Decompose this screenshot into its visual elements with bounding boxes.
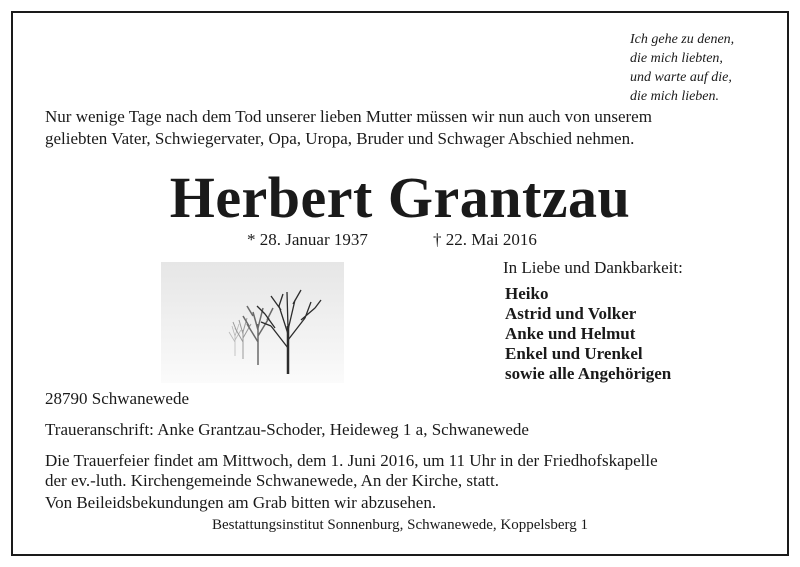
location: 28790 Schwanewede (45, 389, 189, 408)
funeral-home: Bestattungsinstitut Sonnenburg, Schwanewede, Koppelsberg 1 (211, 517, 589, 533)
poem-line: die mich lieben. (630, 89, 720, 104)
intro-line: geliebten Vater, Schwiegervater, Opa, Uropa, Bruder und Schwager Abschied nehmen. (45, 129, 635, 148)
winter-trees-photo (161, 262, 344, 383)
poem-line: Ich gehe zu denen, (630, 32, 735, 47)
intro-text (45, 106, 765, 150)
poem-line: die mich liebten, (630, 51, 723, 66)
mourner-name: Enkel und Urenkel (505, 344, 643, 363)
ceremony-line: der ev.-luth. Kirchengemeinde Schwanewede, An der Kirche, statt. (45, 471, 499, 490)
poem-line: und warte auf die, (630, 70, 732, 85)
death-date: † 22. Mai 2016 (433, 230, 537, 249)
birth-date: * 28. Januar 1937 (247, 230, 368, 249)
mourner-name: sowie alle Angehörigen (505, 364, 672, 383)
condolence-note: Von Beileidsbekundungen am Grab bitten wir abzusehen. (45, 493, 437, 512)
intro-line: Nur wenige Tage nach dem Tod unserer lieben Mutter müssen wir nun auch von unserem (45, 107, 652, 126)
mourners-list (505, 284, 671, 384)
mourner-name: Heiko (505, 284, 549, 303)
mourner-name: Astrid und Volker (505, 304, 637, 323)
deceased-name: Herbert Grantzau (169, 165, 631, 230)
mourning-address: Traueranschrift: Anke Grantzau-Schoder, Heideweg 1 a, Schwanewede (45, 420, 529, 439)
ceremony-line: Die Trauerfeier findet am Mittwoch, dem 1. Juni 2016, um 11 Uhr in der Friedhofskapelle (45, 451, 658, 470)
mourner-name: Anke und Helmut (505, 324, 636, 343)
poem (630, 30, 734, 106)
mourners-heading: In Liebe und Dankbarkeit: (503, 258, 683, 277)
